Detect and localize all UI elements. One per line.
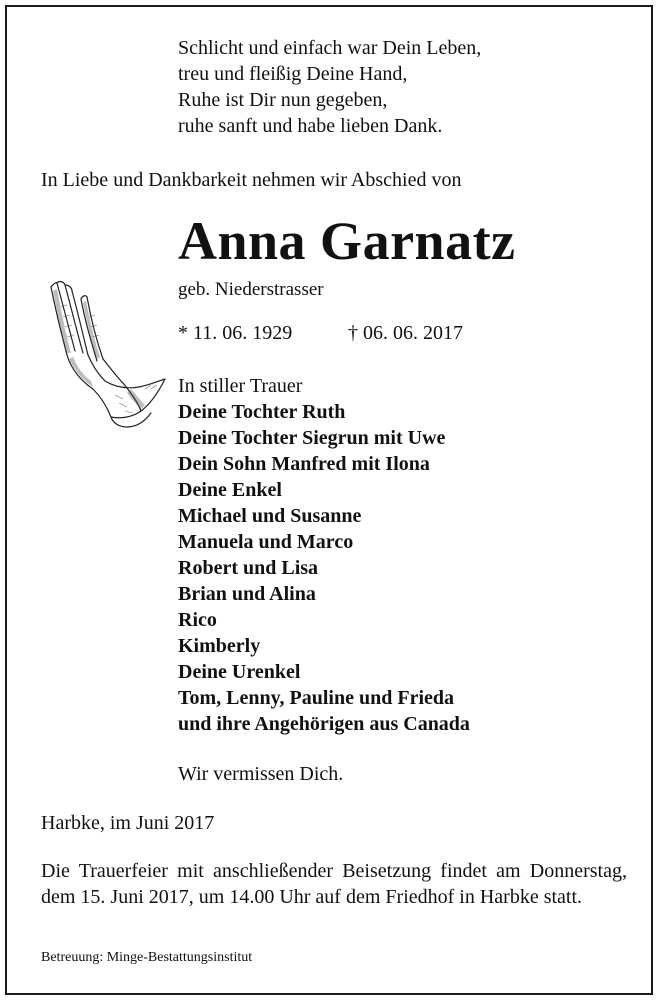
closing-line: Wir vermissen Dich. xyxy=(178,763,344,785)
deceased-name: Anna Garnatz xyxy=(178,211,516,271)
mourner: und ihre Angehörigen aus Canada xyxy=(178,713,470,735)
farewell-intro: In Liebe und Dankbarkeit nehmen wir Abschied von xyxy=(41,169,462,191)
verse-line: Ruhe ist Dir nun gegeben, xyxy=(178,89,388,111)
place-date: Harbke, im Juni 2017 xyxy=(41,812,215,834)
death-date: † 06. 06. 2017 xyxy=(348,322,463,344)
mourner: Michael und Susanne xyxy=(178,505,362,527)
undertaker-credit: Betreuung: Minge-Bestattungsinstitut xyxy=(41,950,253,965)
mourner: Deine Urenkel xyxy=(178,661,301,683)
mourner: Manuela und Marco xyxy=(178,531,354,553)
life-dates xyxy=(178,320,463,346)
funeral-announcement: Die Trauerfeier mit anschließender Beisetzung findet am Donnerstag, dem 15. Juni 2017, um 14.00 Uhr auf dem Friedhof in Harbke statt. xyxy=(41,860,627,908)
mourner: Brian und Alina xyxy=(178,583,316,605)
memorial-verse xyxy=(178,35,481,139)
birth-name: geb. Niederstrasser xyxy=(178,279,324,300)
obituary-notice xyxy=(5,5,653,995)
mourner: Kimberly xyxy=(178,635,261,657)
verse-line: treu und fleißig Deine Hand, xyxy=(178,63,408,85)
birth-date: * 11. 06. 1929 xyxy=(178,322,293,344)
mourner: Robert und Lisa xyxy=(178,557,319,579)
praying-hands-icon xyxy=(41,277,169,429)
mourner: Rico xyxy=(178,609,217,631)
mourner: Tom, Lenny, Pauline und Frieda xyxy=(178,687,454,709)
mourner: Deine Tochter Siegrun mit Uwe xyxy=(178,427,446,449)
mourning-lead: In stiller Trauer xyxy=(178,375,303,397)
mourner: Dein Sohn Manfred mit Ilona xyxy=(178,453,430,475)
mourner: Deine Enkel xyxy=(178,479,282,501)
verse-line: ruhe sanft und habe lieben Dank. xyxy=(178,115,443,137)
verse-line: Schlicht und einfach war Dein Leben, xyxy=(178,37,482,59)
mourners-list xyxy=(178,373,470,737)
mourner: Deine Tochter Ruth xyxy=(178,401,346,423)
